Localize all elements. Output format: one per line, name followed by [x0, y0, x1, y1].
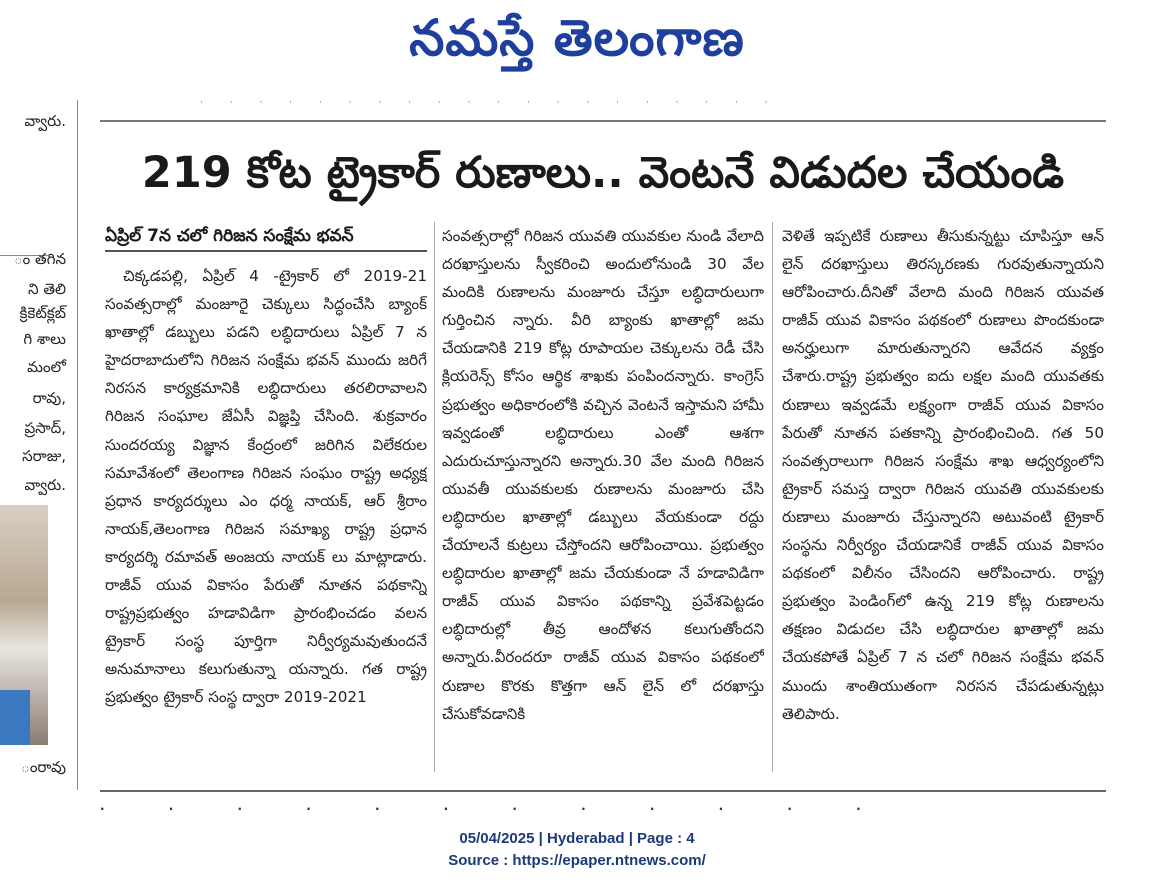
bottom-rule [100, 790, 1106, 792]
left-fragment: ం తగిన [14, 250, 66, 268]
column-divider [772, 222, 773, 772]
newspaper-logo: నమస్తే తెలంగాణ [409, 9, 745, 67]
cropped-bottom-strip: · · · · · · · · · · · · [100, 802, 891, 816]
column-divider [434, 222, 435, 772]
article-headline: 219 కోట ట్రైకార్ రుణాలు.. వెంటనే విడుదల చేయండి [141, 148, 1065, 198]
article-column-3 [782, 222, 1104, 772]
column-divider [77, 100, 78, 790]
left-fragment: ంరావు [21, 758, 66, 776]
top-rule [100, 120, 1106, 122]
news-photo-detail [0, 690, 30, 745]
left-fragment: క్రికెట్‌క్లబ్ [19, 304, 66, 322]
edition-info: 05/04/2025 | Hyderabad | Page : 4 [459, 830, 695, 847]
article-subheading: ఏప్రిల్ 7న చలో గిరిజన సంక్షేమ భవన్ [105, 222, 427, 252]
left-fragment: ని తెలి [28, 280, 66, 298]
masthead [0, 0, 1154, 80]
cropped-header-strip: · · · · · · · · · · · · · · · · · · · · [200, 98, 780, 108]
left-fragment: వ్వారు. [24, 112, 66, 130]
left-fragment: సరాజు, [22, 447, 66, 465]
page-footer [0, 828, 1154, 872]
article-paragraph: చిక్కడపల్లి, ఏప్రిల్ 4 -ట్రైకార్ లో 2019-21 సంవత్సరాల్లో మంజూరై చెక్కులు సిద్ధంచేసి బ్యాంక్ ఖాతాల్లో డబ్బులు పడని లబ్ధిదారులు ఏప్రిల్ 7 న హైదరాబాదులోని గిరిజన సంక్షేమ భవన్ ముందు జరిగే నిరసన కార్యక్రమానికి లబ్ధిదారులు తరలిరావాలని గిరిజన సంఘాల జేఏసీ విజ్ఞప్తి చేసింది. శుక్రవారం సుందరయ్య విజ్ఞాన కేంద్రంలో జరిగిన విలేకరుల సమావేశంలో తెలంగాణ గిరిజన సంఘం రాష్ట్ర అధ్యక్ష ప్రధాన కార్యదర్శులు ఎం ధర్మ నాయక్, ఆర్ శ్రీరాం నాయక్,తెలంగాణ గిరిజన సమాఖ్య రాష్ట్ర ప్రధాన కార్యదర్శి రమావత్ అంజయ నాయక్ లు మాట్లాడారు. రాజీవ్ యువ వికాసం పేరుతో నూతన పథకాన్ని రాష్ట్రప్రభుత్వం హడావిడిగా ప్రారంభించడం వలన ట్రైకార్ సంస్థ పూర్తిగా నిర్వీర్యమవుతుందనే అనుమానాలు కలుగుతున్నా యన్నారు. గత రాష్ట్ర ప్రభుత్వం ట్రైకార్ సంస్థ ద్వారా 2019-2021 [105, 267, 427, 707]
article-paragraph: సంవత్సరాల్లో గిరిజన యువతి యువకుల నుండి వేలాది దరఖాస్తులను స్వీకరించి అందులోనుండి 30 వేల మందికి రుణాలను మంజూరు చేస్తూ లబ్ధిదారులుగా గుర్తించిన న్నారు. వీరి బ్యాంకు ఖాతాల్లో జమ చేయడానికి 219 కోట్ల రూపాయల చెక్కులను రెడీ చేసి క్లియరెన్స్ కోసం ఆర్థిక శాఖకు పంపిందన్నారు. కాంగ్రెస్ ప్రభుత్వం అధికారంలోకి వచ్చిన వెంటనే ఇస్తామని హామీ ఇవ్వడంతో లబ్ధిదారులు ఎంతో ఆశగా ఎదురుచూస్తున్నారని అన్నారు.30 వేల మంది గిరిజన యువతీ యువకులకు రుణాలను మంజూరు చేసి లబ్ధిదారుల ఖాతాల్లో డబ్బులు వేయకుండా రద్దు చేయాలనే కుట్రలు చేస్తోందని ఆరోపించాయి. ప్రభుత్వం లబ్ధిదారుల ఖాతాల్లో జమ చేయకుండా నే హడావిడిగా రాజీవ్ యువ వికాసం పథకాన్ని ప్రవేశపెట్టడం లబ్ధిదారుల్లో తీవ్ర ఆందోళన కలుగుతోందని అన్నారు.వీరందరూ రాజీవ్ యువ వికాసం పథకంలో రుణాల కొరకు కొత్తగా ఆన్ లైన్ లో దరఖాస్తు చేసుకోవడానికి [442, 227, 764, 723]
left-fragment: మంలో [27, 358, 66, 376]
left-fragment: వ్వారు. [24, 476, 66, 494]
article-column-2 [442, 222, 764, 772]
source-link[interactable]: Source : https://epaper.ntnews.com/ [448, 852, 706, 869]
article-column-1 [105, 262, 427, 772]
left-fragment: ప్రసాద్, [24, 419, 66, 437]
article-paragraph: వెళితే ఇప్పటికే రుణాలు తీసుకున్నట్టు చూపిస్తూ ఆన్ లైన్ దరఖాస్తులు తిరస్కరణకు గురవుతున్నాయని ఆరోపించారు.దీనితో వేలాది మంది గిరిజన యువత రాజీవ్ యువ వికాసం పథకంలో రుణాలు పొందకుండా అనర్హులుగా మారుతున్నారని ఆవేదన వ్యక్తం చేశారు.రాష్ట్ర ప్రభుత్వం ఐదు లక్షల మంది యువతకు రుణాలు ఇవ్వడమే లక్ష్యంగా రాజీవ్ యువ వికాసం పేరుతో నూతన పతకాన్ని ప్రారంభించింది. గత 50 సంవత్సరాలుగా గిరిజన సంక్షేమ శాఖ ఆధ్వర్యంలోని ట్రైకార్ సమస్త ద్వారా గిరిజన యువతి యువకులకు రుణాలు మంజూరు చేస్తున్నారని అటువంటి ట్రైకార్ సంస్థను నిర్వీర్యం చేయడానికే రాజీవ్ యువ వికాసం పథకంలో విలీనం చేసిందని ఆరోపించారు. రాష్ట్ర ప్రభుత్వం పెండింగ్‌లో ఉన్న 219 కోట్ల రుణాలను తక్షణం విడుదల చేసి లబ్ధిదారుల ఖాతాల్లో జమ చేయకపోతే ఏప్రిల్ 7 న చలో గిరిజన సంక్షేమ భవన్ ముందు శాంతియుతంగా నిరసన చేపడుతున్నట్లు తెలిపారు. [782, 227, 1104, 723]
left-fragment: రావు, [32, 389, 66, 407]
left-fragment: గి శాలు [23, 330, 66, 348]
